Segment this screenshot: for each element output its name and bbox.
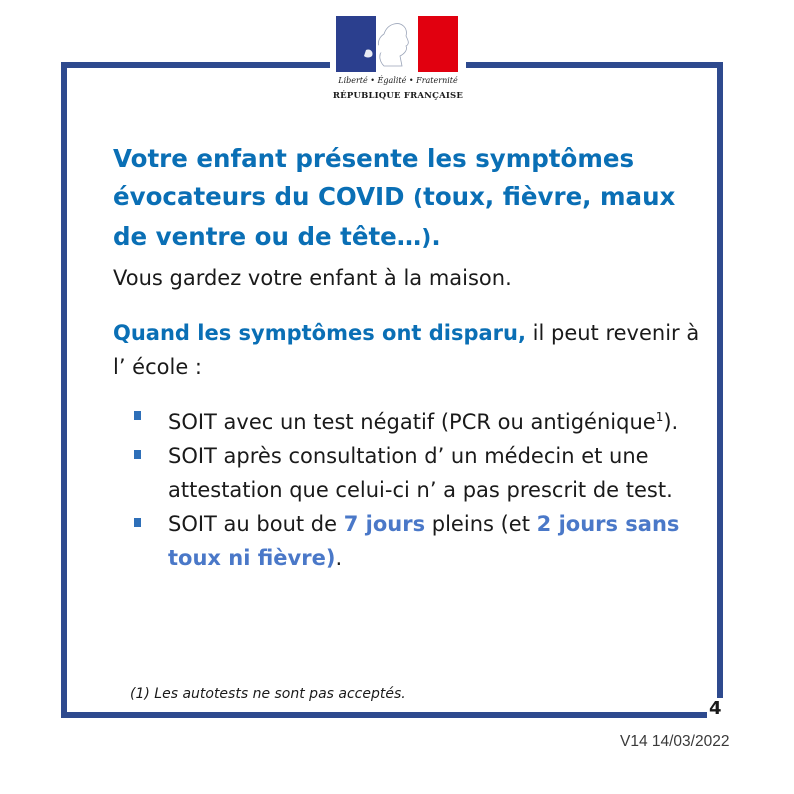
republique-francaise-logo (330, 14, 466, 106)
symptoms-list: toux, fièvre, maux de ventre ou de tête… (113, 182, 676, 251)
marianne-flag-icon (336, 16, 458, 72)
page-number: 4 (709, 698, 722, 719)
keep-home-instruction: Vous gardez votre enfant à la maison. (113, 266, 512, 290)
list-item: SOIT au bout de 7 jours pleins (et 2 jours sans toux ni fièvre). (130, 507, 700, 575)
return-to-school-text: Quand les symptômes ont disparu, il peut revenir à l’ école : (113, 321, 700, 379)
republic-motto: Liberté • Égalité • Fraternité (338, 76, 458, 85)
bullet-square-icon (134, 411, 141, 420)
bullet-square-icon (134, 518, 141, 527)
bullet-square-icon (134, 450, 141, 459)
version-stamp: V14 14/03/2022 (620, 733, 730, 750)
republic-name: RÉPUBLIQUE FRANÇAISE (332, 91, 464, 101)
page-title: Votre enfant présente les symptômes évocateurs du COVID (toux, fièvre, maux de ventre ou de tête…). (113, 144, 676, 251)
conditions-list (130, 400, 700, 575)
list-item: SOIT après consultation d’ un médecin et une attestation que celui-ci n’ a pas prescrit de test. (130, 439, 700, 507)
footnote: (1) Les autotests ne sont pas acceptés. (130, 686, 406, 702)
list-item: SOIT avec un test négatif (PCR ou antigénique$^1$). (130, 400, 700, 439)
